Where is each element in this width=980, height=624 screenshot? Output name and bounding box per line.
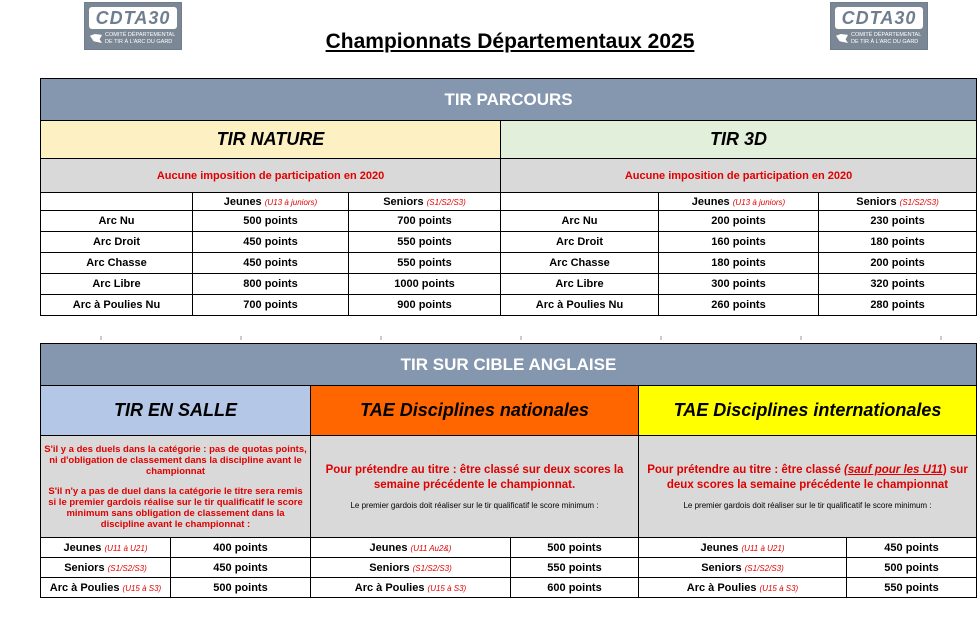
logo-left [84,2,182,50]
score-value: 550 points [847,578,977,598]
parcours-table [40,78,977,316]
score-jeunes: 300 points [659,274,819,295]
row-label: Jeunes (U11 à U21) [41,538,171,558]
internationales-title: TAE Disciplines internationales [639,386,977,436]
row-label: Seniors (S1/S2/S3) [639,558,847,578]
score-seniors: 900 points [349,295,501,316]
td3-corner [501,193,659,211]
table-row [41,578,977,598]
internationales-rule: Pour prétendre au titre : être classé (sauf pour les U11) sur deux scores la semaine précédente le championnat [647,464,968,491]
td3-title: TIR 3D [501,121,977,159]
score-seniors: 700 points [349,211,501,232]
salle-rule-duels: S'il y a des duels dans la catégorie : pas de quotas points, ni d'obligation de classement dans la discipline avant le championnat [44,443,307,477]
score-jeunes: 450 points [193,232,349,253]
score-value: 450 points [847,538,977,558]
page-title: Championnats Départementaux 2025 [325,30,695,53]
separator [40,336,976,340]
score-seniors: 280 points [819,295,977,316]
score-seniors: 180 points [819,232,977,253]
score-jeunes: 200 points [659,211,819,232]
row-label: Arc Droit [501,232,659,253]
row-label: Arc Chasse [41,253,193,274]
score-value: 500 points [847,558,977,578]
score-jeunes: 160 points [659,232,819,253]
score-jeunes: 500 points [193,211,349,232]
table-row [41,232,977,253]
score-jeunes: 450 points [193,253,349,274]
table-row [41,538,977,558]
row-label: Seniors (S1/S2/S3) [311,558,511,578]
nationales-title: TAE Disciplines nationales [311,386,639,436]
score-seniors: 1000 points [349,274,501,295]
salle-rules [41,436,311,538]
score-value: 450 points [171,558,311,578]
logo-subtitle: COMITÉ DÉPARTEMENTAL DE TIR À L'ARC DU GARD [851,32,922,45]
row-label: Jeunes (U11 Au2&) [311,538,511,558]
row-label: Arc Libre [501,274,659,295]
table-row [41,274,977,295]
row-label: Arc Libre [41,274,193,295]
internationales-rules [639,436,977,538]
score-value: 500 points [511,538,639,558]
score-jeunes: 260 points [659,295,819,316]
score-value: 500 points [171,578,311,598]
cible-header: TIR SUR CIBLE ANGLAISE [41,344,977,386]
score-seniors: 200 points [819,253,977,274]
score-jeunes: 700 points [193,295,349,316]
nature-col-seniors: Seniors (S1/S2/S3) [349,193,501,211]
score-seniors: 320 points [819,274,977,295]
score-value: 600 points [511,578,639,598]
logo-text: CDTA30 [89,7,177,29]
parcours-header: TIR PARCOURS [41,79,977,121]
row-label: Arc à Poulies (U15 à S3) [639,578,847,598]
internationales-minimum: Le premier gardois doit réaliser sur le tir qualificatif le score minimum : [683,501,932,510]
table-row [41,295,977,316]
row-label: Arc Droit [41,232,193,253]
table-row [41,253,977,274]
gard-map-icon [836,34,848,43]
logo-text: CDTA30 [835,7,923,29]
row-label: Arc à Poulies Nu [501,295,659,316]
row-label: Arc Chasse [501,253,659,274]
score-jeunes: 180 points [659,253,819,274]
row-label: Arc Nu [41,211,193,232]
row-label: Arc à Poulies (U15 à S3) [41,578,171,598]
td3-col-seniors: Seniors (S1/S2/S3) [819,193,977,211]
salle-rule-no-duel: S'il n'y a pas de duel dans la catégorie le titre sera remis si le premier gardois réalise sur le tir qualificatif le score minimum sans obligation de classement dans la discipline avant le championnat : [48,485,303,530]
score-seniors: 550 points [349,232,501,253]
td3-note: Aucune imposition de participation en 2020 [501,159,977,193]
score-value: 550 points [511,558,639,578]
salle-title: TIR EN SALLE [41,386,311,436]
row-label: Arc à Poulies Nu [41,295,193,316]
nationales-rule: Pour prétendre au titre : être classé sur deux scores la semaine précédente le championnat. [325,464,624,491]
row-label: Seniors (S1/S2/S3) [41,558,171,578]
score-value: 400 points [171,538,311,558]
score-seniors: 230 points [819,211,977,232]
row-label: Jeunes (U11 à U21) [639,538,847,558]
score-seniors: 550 points [349,253,501,274]
row-label: Arc Nu [501,211,659,232]
nature-corner [41,193,193,211]
nature-title: TIR NATURE [41,121,501,159]
nature-note: Aucune imposition de participation en 2020 [41,159,501,193]
nationales-minimum: Le premier gardois doit réaliser sur le tir qualificatif le score minimum : [350,501,599,510]
td3-col-jeunes: Jeunes (U13 à juniors) [659,193,819,211]
logo-subtitle: COMITÉ DÉPARTEMENTAL DE TIR À L'ARC DU GARD [105,32,176,45]
score-jeunes: 800 points [193,274,349,295]
table-row [41,558,977,578]
nationales-rules [311,436,639,538]
cible-table [40,343,977,598]
nature-col-jeunes: Jeunes (U13 à juniors) [193,193,349,211]
row-label: Arc à Poulies (U15 à S3) [311,578,511,598]
logo-right [830,2,928,50]
table-row [41,211,977,232]
gard-map-icon [90,34,102,43]
